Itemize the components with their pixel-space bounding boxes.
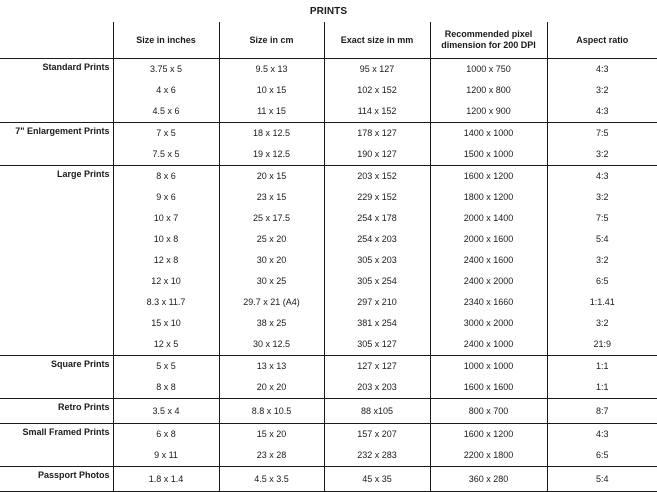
size-inches-cell: 6 x 8 [113, 424, 219, 446]
size-inches-cell: 12 x 10 [113, 271, 219, 292]
size-cm-cell: 9.5 x 13 [219, 59, 324, 81]
exact-size-mm-cell: 254 x 203 [324, 229, 430, 250]
category-label: Standard Prints [42, 62, 110, 72]
pixel-dimension-cell: 2000 x 1600 [430, 229, 547, 250]
size-inches-cell: 7 x 5 [113, 123, 219, 145]
size-cm-cell: 10 x 15 [219, 80, 324, 101]
pixel-dimension-cell: 1500 x 1000 [430, 144, 547, 166]
size-inches-cell: 4.5 x 6 [113, 101, 219, 123]
header-size-cm: Size in cm [219, 22, 324, 59]
header-aspect-ratio: Aspect ratio [547, 22, 657, 59]
pixel-dimension-cell: 1200 x 800 [430, 80, 547, 101]
aspect-ratio-cell: 6:5 [547, 445, 657, 467]
pixel-dimension-cell: 1600 x 1200 [430, 424, 547, 446]
category-label: Small Framed Prints [0, 424, 113, 467]
size-cm-cell: 30 x 25 [219, 271, 324, 292]
aspect-ratio-cell: 6:5 [547, 271, 657, 292]
size-inches-cell: 8.3 x 11.7 [113, 292, 219, 313]
size-cm-cell: 19 x 12.5 [219, 144, 324, 166]
size-cm-cell: 8.8 x 10.5 [219, 399, 324, 424]
size-cm-cell: 25 x 20 [219, 229, 324, 250]
pixel-dimension-cell: 800 x 700 [430, 399, 547, 424]
size-inches-cell: 4 x 6 [113, 80, 219, 101]
size-inches-cell: 8 x 6 [113, 166, 219, 188]
exact-size-mm-cell: 381 x 254 [324, 313, 430, 334]
aspect-ratio-cell: 1:1 [547, 377, 657, 399]
aspect-ratio-cell: 1:1 [547, 356, 657, 378]
exact-size-mm-cell: 157 x 207 [324, 424, 430, 446]
exact-size-mm-cell: 232 x 283 [324, 445, 430, 467]
size-cm-cell: 29.7 x 21 (A4) [219, 292, 324, 313]
pixel-dimension-cell: 2400 x 1600 [430, 250, 547, 271]
size-inches-cell: 7.5 x 5 [113, 144, 219, 166]
pixel-dimension-cell: 1600 x 1200 [430, 166, 547, 188]
pixel-dimension-cell: 2340 x 1660 [430, 292, 547, 313]
size-cm-cell: 20 x 15 [219, 166, 324, 188]
table-row [0, 123, 657, 145]
pixel-dimension-cell: 2400 x 1000 [430, 334, 547, 356]
size-inches-cell: 3.5 x 4 [113, 399, 219, 424]
exact-size-mm-cell: 229 x 152 [324, 187, 430, 208]
header-row [0, 22, 657, 59]
aspect-ratio-cell: 5:4 [547, 229, 657, 250]
exact-size-mm-cell: 95 x 127 [324, 59, 430, 81]
size-inches-cell: 8 x 8 [113, 377, 219, 399]
aspect-ratio-cell: 21:9 [547, 334, 657, 356]
size-cm-cell: 25 x 17.5 [219, 208, 324, 229]
aspect-ratio-cell: 4:3 [547, 59, 657, 81]
size-cm-cell: 38 x 25 [219, 313, 324, 334]
aspect-ratio-cell: 3:2 [547, 250, 657, 271]
exact-size-mm-cell: 203 x 203 [324, 377, 430, 399]
aspect-ratio-cell: 3:2 [547, 313, 657, 334]
pixel-dimension-cell: 1200 x 900 [430, 101, 547, 123]
aspect-ratio-cell: 7:5 [547, 208, 657, 229]
exact-size-mm-cell: 127 x 127 [324, 356, 430, 378]
exact-size-mm-cell: 297 x 210 [324, 292, 430, 313]
header-pixel-dimension: Recommended pixel dimension for 200 DPI [430, 22, 547, 59]
exact-size-mm-cell: 305 x 203 [324, 250, 430, 271]
size-cm-cell: 4.5 x 3.5 [219, 467, 324, 492]
pixel-dimension-cell: 2200 x 1800 [430, 445, 547, 467]
header-size-inches: Size in inches [113, 22, 219, 59]
size-inches-cell: 1.8 x 1.4 [113, 467, 219, 492]
exact-size-mm-cell: 102 x 152 [324, 80, 430, 101]
size-cm-cell: 30 x 12.5 [219, 334, 324, 356]
prints-table [0, 22, 657, 492]
category-label: 7" Enlargement Prints [0, 123, 113, 166]
size-cm-cell: 30 x 20 [219, 250, 324, 271]
pixel-dimension-cell: 1600 x 1600 [430, 377, 547, 399]
category-label: Passport Photos [0, 467, 113, 492]
pixel-dimension-cell: 3000 x 2000 [430, 313, 547, 334]
category-label: Large Prints [0, 166, 113, 356]
header-exact-size-mm: Exact size in mm [324, 22, 430, 59]
table-row [0, 399, 657, 424]
size-inches-cell: 9 x 6 [113, 187, 219, 208]
size-inches-cell: 3.75 x 5 [113, 59, 219, 81]
aspect-ratio-cell: 3:2 [547, 187, 657, 208]
exact-size-mm-cell: 88 x105 [324, 399, 430, 424]
size-inches-cell: 12 x 5 [113, 334, 219, 356]
table-row [0, 424, 657, 446]
aspect-ratio-cell: 8:7 [547, 399, 657, 424]
pixel-dimension-cell: 1000 x 1000 [430, 356, 547, 378]
exact-size-mm-cell: 190 x 127 [324, 144, 430, 166]
aspect-ratio-cell: 7:5 [547, 123, 657, 145]
pixel-dimension-cell: 2000 x 1400 [430, 208, 547, 229]
exact-size-mm-cell: 305 x 127 [324, 334, 430, 356]
size-inches-cell: 10 x 7 [113, 208, 219, 229]
table-row [0, 59, 657, 81]
aspect-ratio-cell: 1:1.41 [547, 292, 657, 313]
size-inches-cell: 5 x 5 [113, 356, 219, 378]
table-body [0, 59, 657, 492]
size-inches-cell: 15 x 10 [113, 313, 219, 334]
category-label: Square Prints [0, 356, 113, 399]
exact-size-mm-cell: 114 x 152 [324, 101, 430, 123]
pixel-dimension-cell: 360 x 280 [430, 467, 547, 492]
size-inches-cell: 9 x 11 [113, 445, 219, 467]
table-title: PRINTS [309, 6, 348, 17]
pixel-dimension-cell: 1800 x 1200 [430, 187, 547, 208]
table-row [0, 166, 657, 188]
exact-size-mm-cell: 178 x 127 [324, 123, 430, 145]
table-row [0, 467, 657, 492]
pixel-dimension-cell: 1000 x 750 [430, 59, 547, 81]
exact-size-mm-cell: 203 x 152 [324, 166, 430, 188]
size-cm-cell: 15 x 20 [219, 424, 324, 446]
aspect-ratio-cell: 4:3 [547, 101, 657, 123]
aspect-ratio-cell: 5:4 [547, 467, 657, 492]
size-cm-cell: 13 x 13 [219, 356, 324, 378]
aspect-ratio-cell: 3:2 [547, 144, 657, 166]
header-category [0, 22, 113, 59]
size-cm-cell: 20 x 20 [219, 377, 324, 399]
pixel-dimension-cell: 1400 x 1000 [430, 123, 547, 145]
category-label: Retro Prints [0, 399, 113, 424]
table-row [0, 356, 657, 378]
aspect-ratio-cell: 4:3 [547, 424, 657, 446]
size-cm-cell: 23 x 15 [219, 187, 324, 208]
size-cm-cell: 18 x 12.5 [219, 123, 324, 145]
size-cm-cell: 23 x 28 [219, 445, 324, 467]
size-inches-cell: 12 x 8 [113, 250, 219, 271]
exact-size-mm-cell: 305 x 254 [324, 271, 430, 292]
size-inches-cell: 10 x 8 [113, 229, 219, 250]
size-cm-cell: 11 x 15 [219, 101, 324, 123]
aspect-ratio-cell: 4:3 [547, 166, 657, 188]
exact-size-mm-cell: 254 x 178 [324, 208, 430, 229]
aspect-ratio-cell: 3:2 [547, 80, 657, 101]
exact-size-mm-cell: 45 x 35 [324, 467, 430, 492]
pixel-dimension-cell: 2400 x 2000 [430, 271, 547, 292]
